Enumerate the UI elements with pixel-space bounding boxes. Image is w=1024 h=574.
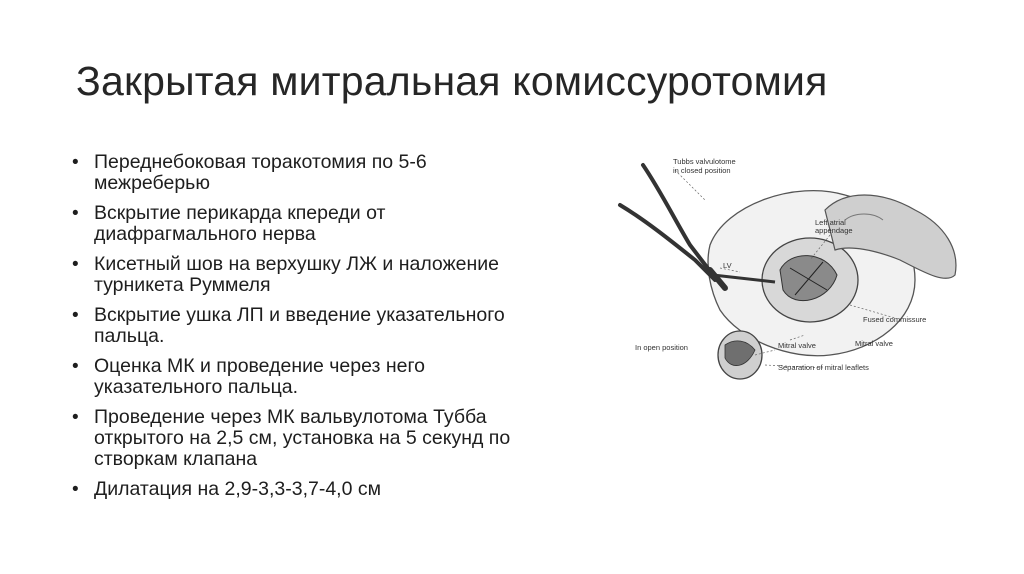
bullet-item xyxy=(70,356,570,398)
bullet-dot-icon: • xyxy=(72,356,79,377)
label-tubbs-2: in closed position xyxy=(673,166,731,175)
bullet-text: Дилатация на 2,9-3,3-3,7-4,0 см xyxy=(94,478,382,500)
bullet-text: турникета Руммеля xyxy=(94,274,271,296)
bullet-text: Оценка МК и проведение через него xyxy=(94,355,426,377)
label-tubbs-1: Tubbs valvulotome xyxy=(673,157,736,166)
bullet-text: Переднебоковая торакотомия по 5-6 xyxy=(94,151,427,173)
bullet-dot-icon: • xyxy=(72,254,79,275)
label-atrial-1: Left atrial xyxy=(815,218,846,227)
bullet-item xyxy=(70,479,570,500)
bullet-text: створкам клапана xyxy=(94,448,258,470)
bullet-text: Вскрытие перикарда кпереди от xyxy=(94,202,386,224)
bullet-item xyxy=(70,203,570,245)
bullet-text: открытого на 2,5 см, установка на 5 секунд по xyxy=(94,427,511,449)
bullet-item xyxy=(70,152,570,194)
label-mitral-valve-2: Mitral valve xyxy=(855,339,893,348)
valvulotomy-drawing xyxy=(615,150,960,390)
bullet-dot-icon: • xyxy=(72,203,79,224)
bullet-list xyxy=(70,152,570,509)
bullet-dot-icon: • xyxy=(72,407,79,428)
bullet-dot-icon: • xyxy=(72,305,79,326)
bullet-dot-icon: • xyxy=(72,479,79,500)
slide-title: Закрытая митральная комиссуротомия xyxy=(76,58,828,104)
label-open-position: In open position xyxy=(635,343,688,352)
bullet-item xyxy=(70,305,570,347)
bullet-text: Проведение через МК вальвулотома Тубба xyxy=(94,406,487,428)
bullet-text: Кисетный шов на верхушку ЛЖ и наложение xyxy=(94,253,499,275)
bullet-text: диафрагмального нерва xyxy=(94,223,316,245)
label-lv: LV xyxy=(723,261,732,270)
bullet-item xyxy=(70,407,570,470)
label-separation: Separation of mitral leaflets xyxy=(778,363,869,372)
bullet-item xyxy=(70,254,570,296)
label-fused: Fused commissure xyxy=(863,315,927,324)
bullet-text: межреберью xyxy=(94,172,210,194)
bullet-text: пальца. xyxy=(94,325,165,347)
valvulotome-handle-upper xyxy=(643,165,713,275)
bullet-text: Вскрытие ушка ЛП и введение указательного xyxy=(94,304,505,326)
bullet-dot-icon: • xyxy=(72,152,79,173)
bullet-text: указательного пальца. xyxy=(94,376,299,398)
valvulotome-handle-lower xyxy=(620,205,715,280)
label-mitral-valve-1: Mitral valve xyxy=(778,341,816,350)
label-atrial-2: appendage xyxy=(815,226,853,235)
surgical-illustration xyxy=(615,150,960,390)
